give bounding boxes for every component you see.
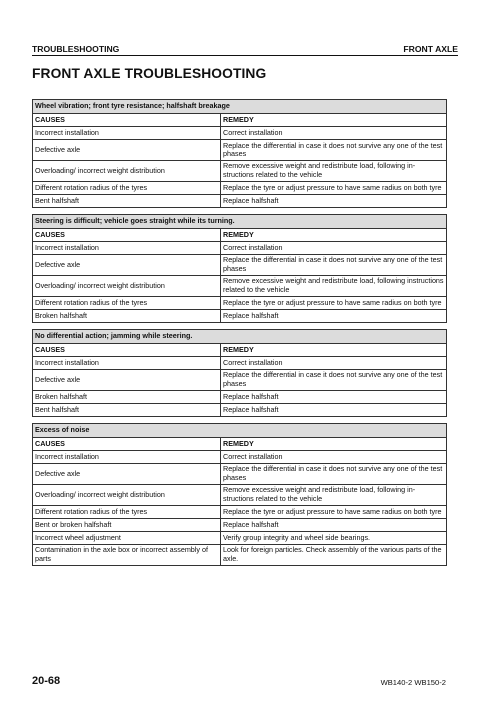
running-header — [32, 40, 458, 54]
cause-cell: Incorrect wheel adjustment — [33, 531, 221, 544]
column-header-remedy: REMEDY — [221, 437, 447, 450]
cause-cell: Bent or broken halfshaft — [33, 518, 221, 531]
table-row — [33, 160, 447, 181]
column-header-causes: CAUSES — [33, 437, 221, 450]
cause-cell: Different rotation radius of the tyres — [33, 181, 221, 194]
cause-cell: Overloading/ incorrect weight distribution — [33, 160, 221, 181]
section-title: Steering is difficult; vehicle goes straight while its turning. — [33, 214, 447, 228]
cause-cell: Incorrect installation — [33, 241, 221, 254]
column-header-remedy: REMEDY — [221, 343, 447, 356]
cause-cell: Overloading/ incorrect weight distribution — [33, 484, 221, 505]
troubleshooting-table — [32, 214, 447, 323]
header-section-label: TROUBLESHOOTING — [32, 44, 120, 54]
remedy-cell: Replace the tyre or adjust pressure to have same radius on both tyre — [221, 296, 447, 309]
table-row — [33, 140, 447, 161]
page-number: 20-68 — [32, 675, 61, 687]
section-title: Wheel vibration; front tyre resistance; halfshaft breakage — [33, 100, 447, 114]
column-header-causes: CAUSES — [33, 114, 221, 127]
remedy-cell: Verify group integrity and wheel side bearings. — [221, 531, 447, 544]
remedy-cell: Correct installation — [221, 127, 447, 140]
table-row — [33, 296, 447, 309]
column-header-causes: CAUSES — [33, 343, 221, 356]
remedy-cell: Replace the differential in case it does not survive any one of the test phases — [221, 254, 447, 275]
remedy-cell: Replace the tyre or adjust pressure to have same radius on both tyre — [221, 505, 447, 518]
column-header-remedy: REMEDY — [221, 228, 447, 241]
remedy-cell: Remove excessive weight and redistribute load, following in-structions related to the vehicle — [221, 160, 447, 181]
remedy-cell: Correct installation — [221, 450, 447, 463]
table-row — [33, 531, 447, 544]
table-row — [33, 275, 447, 296]
column-header-remedy: REMEDY — [221, 114, 447, 127]
table-row — [33, 544, 447, 565]
page-title: FRONT AXLE TROUBLESHOOTING — [32, 66, 267, 81]
table-row — [33, 505, 447, 518]
troubleshooting-table — [32, 423, 447, 566]
remedy-cell: Replace the differential in case it does not survive any one of the test phases — [221, 140, 447, 161]
table-row — [33, 450, 447, 463]
column-header-causes: CAUSES — [33, 228, 221, 241]
table-row — [33, 484, 447, 505]
remedy-cell: Correct installation — [221, 241, 447, 254]
troubleshooting-table — [32, 329, 447, 417]
cause-cell: Broken halfshaft — [33, 390, 221, 403]
cause-cell: Incorrect installation — [33, 356, 221, 369]
remedy-cell: Look for foreign particles. Check assembly of the various parts of the axle. — [221, 544, 447, 565]
remedy-cell: Remove excessive weight and redistribute load, following in-structions related to the vehicle — [221, 484, 447, 505]
troubleshooting-sections — [32, 99, 446, 572]
table-row — [33, 194, 447, 207]
cause-cell: Defective axle — [33, 140, 221, 161]
remedy-cell: Replace the tyre or adjust pressure to have same radius on both tyre — [221, 181, 447, 194]
remedy-cell: Replace halfshaft — [221, 403, 447, 416]
table-row — [33, 369, 447, 390]
cause-cell: Different rotation radius of the tyres — [33, 505, 221, 518]
table-row — [33, 309, 447, 322]
header-chapter-label: FRONT AXLE — [403, 44, 458, 54]
troubleshooting-table — [32, 99, 447, 208]
remedy-cell: Replace halfshaft — [221, 390, 447, 403]
cause-cell: Bent halfshaft — [33, 403, 221, 416]
cause-cell: Contamination in the axle box or incorrect assembly of parts — [33, 544, 221, 565]
table-row — [33, 463, 447, 484]
remedy-cell: Replace the differential in case it does not survive any one of the test phases — [221, 463, 447, 484]
table-row — [33, 241, 447, 254]
remedy-cell: Replace halfshaft — [221, 309, 447, 322]
cause-cell: Broken halfshaft — [33, 309, 221, 322]
table-row — [33, 254, 447, 275]
cause-cell: Different rotation radius of the tyres — [33, 296, 221, 309]
table-row — [33, 181, 447, 194]
remedy-cell: Replace the differential in case it does not survive any one of the test phases — [221, 369, 447, 390]
cause-cell: Defective axle — [33, 254, 221, 275]
section-title: No differential action; jamming while steering. — [33, 329, 447, 343]
remedy-cell: Remove excessive weight and redistribute load, following instructions related to the vehicle — [221, 275, 447, 296]
remedy-cell: Correct installation — [221, 356, 447, 369]
cause-cell: Defective axle — [33, 463, 221, 484]
section-title: Excess of noise — [33, 423, 447, 437]
table-row — [33, 356, 447, 369]
table-row — [33, 403, 447, 416]
remedy-cell: Replace halfshaft — [221, 194, 447, 207]
table-row — [33, 127, 447, 140]
cause-cell: Incorrect installation — [33, 127, 221, 140]
cause-cell: Overloading/ incorrect weight distribution — [33, 275, 221, 296]
cause-cell: Incorrect installation — [33, 450, 221, 463]
model-label: WB140-2 WB150-2 — [380, 678, 446, 687]
table-row — [33, 518, 447, 531]
header-rule — [32, 55, 458, 56]
remedy-cell: Replace halfshaft — [221, 518, 447, 531]
cause-cell: Defective axle — [33, 369, 221, 390]
cause-cell: Bent halfshaft — [33, 194, 221, 207]
table-row — [33, 390, 447, 403]
